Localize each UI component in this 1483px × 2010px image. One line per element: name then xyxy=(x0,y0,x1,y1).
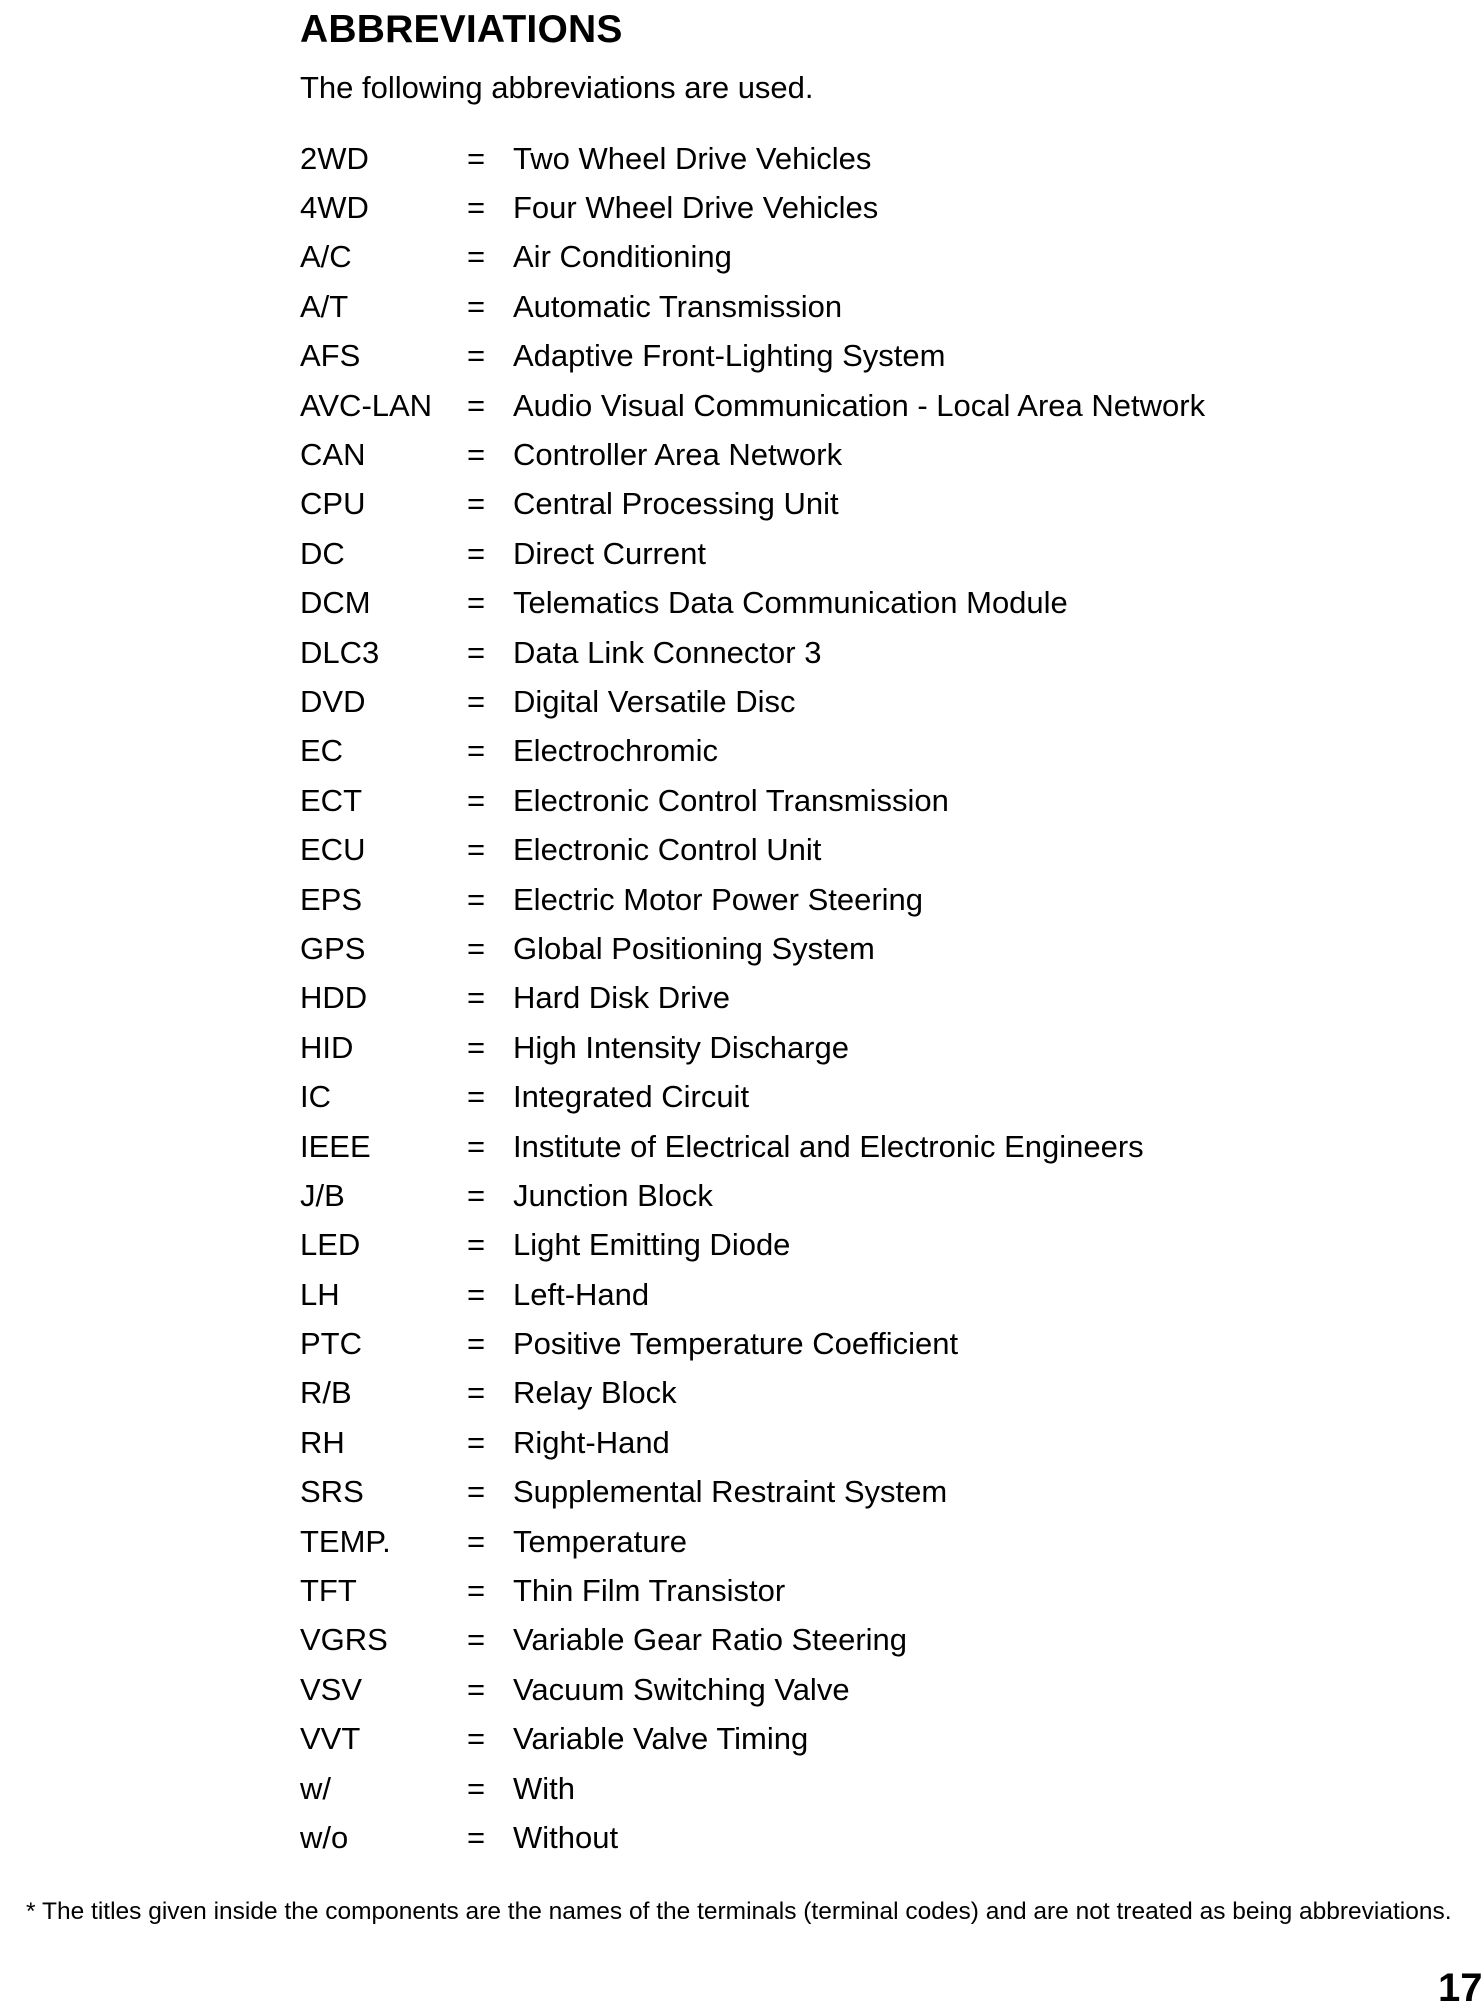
equals-sign: = xyxy=(467,486,486,522)
abbreviation-term: DLC3 xyxy=(300,634,380,670)
equals-sign: = xyxy=(467,881,486,917)
abbreviation-row xyxy=(300,1221,1420,1270)
equals-sign: = xyxy=(467,1128,486,1164)
abbreviation-meaning: Controller Area Network xyxy=(513,437,843,473)
equals-sign: = xyxy=(467,1326,486,1362)
abbreviation-list xyxy=(300,134,1420,1863)
abbreviation-term: J/B xyxy=(300,1177,345,1213)
abbreviation-meaning: Electric Motor Power Steering xyxy=(513,881,924,917)
abbreviation-row xyxy=(300,974,1420,1023)
abbreviation-term: CAN xyxy=(300,437,366,473)
abbreviation-term: TEMP. xyxy=(300,1523,391,1559)
abbreviation-row xyxy=(300,579,1420,628)
abbreviation-term: A/C xyxy=(300,239,352,275)
equals-sign: = xyxy=(467,733,486,769)
equals-sign: = xyxy=(467,437,486,473)
abbreviation-meaning: Four Wheel Drive Vehicles xyxy=(513,190,879,226)
abbreviation-row xyxy=(300,1616,1420,1665)
abbreviation-meaning: Relay Block xyxy=(513,1375,677,1411)
abbreviation-meaning: Hard Disk Drive xyxy=(513,980,731,1016)
abbreviation-row xyxy=(300,875,1420,924)
intro-text: The following abbreviations are used. xyxy=(300,70,814,105)
abbreviation-term: A/T xyxy=(300,288,349,324)
abbreviation-row xyxy=(300,282,1420,331)
abbreviation-term: IC xyxy=(300,1079,331,1115)
equals-sign: = xyxy=(467,1029,486,1065)
abbreviation-term: AVC-LAN xyxy=(300,387,433,423)
abbreviation-term: VVT xyxy=(300,1721,361,1757)
abbreviation-row xyxy=(300,1665,1420,1714)
abbreviation-term: HDD xyxy=(300,980,368,1016)
equals-sign: = xyxy=(467,140,486,176)
equals-sign: = xyxy=(467,832,486,868)
abbreviation-row xyxy=(300,183,1420,232)
abbreviation-term: EPS xyxy=(300,881,363,917)
abbreviation-meaning: Variable Valve Timing xyxy=(513,1721,809,1757)
abbreviation-row xyxy=(300,677,1420,726)
abbreviation-row xyxy=(300,727,1420,776)
abbreviation-meaning: Integrated Circuit xyxy=(513,1079,750,1115)
abbreviation-meaning: Without xyxy=(513,1819,619,1855)
equals-sign: = xyxy=(467,1177,486,1213)
equals-sign: = xyxy=(467,683,486,719)
equals-sign: = xyxy=(467,535,486,571)
abbreviation-meaning: Light Emitting Diode xyxy=(513,1227,791,1263)
abbreviation-row xyxy=(300,1122,1420,1171)
abbreviation-term: R/B xyxy=(300,1375,352,1411)
abbreviation-meaning: With xyxy=(513,1770,575,1806)
abbreviation-meaning: Global Positioning System xyxy=(513,930,875,966)
abbreviation-meaning: Supplemental Restraint System xyxy=(513,1474,948,1510)
abbreviation-row xyxy=(300,1566,1420,1615)
abbreviation-term: LED xyxy=(300,1227,361,1263)
abbreviation-term: 2WD xyxy=(300,140,369,176)
abbreviation-term: IEEE xyxy=(300,1128,371,1164)
abbreviation-term: DVD xyxy=(300,683,366,719)
page-title: ABBREVIATIONS xyxy=(300,8,623,51)
abbreviation-row xyxy=(300,1764,1420,1813)
footnote-asterisk: * xyxy=(26,1898,36,1925)
abbreviation-term: PTC xyxy=(300,1326,362,1362)
abbreviation-meaning: Left-Hand xyxy=(513,1276,650,1312)
abbreviation-meaning: Direct Current xyxy=(513,535,706,571)
abbreviation-row xyxy=(300,1715,1420,1764)
abbreviation-term: VSV xyxy=(300,1671,363,1707)
abbreviation-meaning: Automatic Transmission xyxy=(513,288,843,324)
abbreviation-meaning: High Intensity Discharge xyxy=(513,1029,849,1065)
equals-sign: = xyxy=(467,1474,486,1510)
equals-sign: = xyxy=(467,1276,486,1312)
abbreviation-row xyxy=(300,332,1420,381)
equals-sign: = xyxy=(467,1819,486,1855)
equals-sign: = xyxy=(467,1770,486,1806)
equals-sign: = xyxy=(467,1375,486,1411)
abbreviation-row xyxy=(300,233,1420,282)
abbreviation-term: VGRS xyxy=(300,1622,388,1658)
abbreviation-row xyxy=(300,1418,1420,1467)
abbreviation-term: w/ xyxy=(300,1770,331,1806)
footnote-text: The titles given inside the components are the names of the terminals (terminal codes) and are not treated as being abbreviations. xyxy=(42,1898,1452,1925)
abbreviation-row xyxy=(300,480,1420,529)
abbreviation-row xyxy=(300,1517,1420,1566)
equals-sign: = xyxy=(467,239,486,275)
abbreviation-row xyxy=(300,776,1420,825)
equals-sign: = xyxy=(467,1721,486,1757)
abbreviation-meaning: Electronic Control Transmission xyxy=(513,782,949,818)
abbreviation-term: HID xyxy=(300,1029,354,1065)
abbreviation-meaning: Electrochromic xyxy=(513,733,718,769)
abbreviation-term: SRS xyxy=(300,1474,364,1510)
abbreviation-meaning: Data Link Connector 3 xyxy=(513,634,822,670)
abbreviation-term: DCM xyxy=(300,585,371,621)
equals-sign: = xyxy=(467,1424,486,1460)
equals-sign: = xyxy=(467,1079,486,1115)
abbreviation-row xyxy=(300,924,1420,973)
abbreviation-term: ECU xyxy=(300,832,366,868)
abbreviation-row xyxy=(300,430,1420,479)
equals-sign: = xyxy=(467,1573,486,1609)
abbreviation-term: 4WD xyxy=(300,190,369,226)
abbreviation-meaning: Digital Versatile Disc xyxy=(513,683,796,719)
abbreviation-term: TFT xyxy=(300,1573,357,1609)
abbreviation-meaning: Vacuum Switching Valve xyxy=(513,1671,850,1707)
abbreviation-term: w/o xyxy=(300,1819,349,1855)
abbreviation-row xyxy=(300,134,1420,183)
equals-sign: = xyxy=(467,1227,486,1263)
abbreviation-row xyxy=(300,825,1420,874)
equals-sign: = xyxy=(467,930,486,966)
abbreviation-meaning: Temperature xyxy=(513,1523,688,1559)
abbreviation-meaning: Two Wheel Drive Vehicles xyxy=(513,140,872,176)
equals-sign: = xyxy=(467,288,486,324)
equals-sign: = xyxy=(467,1523,486,1559)
abbreviation-meaning: Positive Temperature Coefficient xyxy=(513,1326,959,1362)
abbreviation-meaning: Junction Block xyxy=(513,1177,713,1213)
equals-sign: = xyxy=(467,782,486,818)
abbreviation-row xyxy=(300,1468,1420,1517)
equals-sign: = xyxy=(467,387,486,423)
abbreviation-meaning: Right-Hand xyxy=(513,1424,670,1460)
abbreviation-row xyxy=(300,628,1420,677)
abbreviation-meaning: Variable Gear Ratio Steering xyxy=(513,1622,908,1658)
equals-sign: = xyxy=(467,1671,486,1707)
equals-sign: = xyxy=(467,338,486,374)
abbreviation-meaning: Thin Film Transistor xyxy=(513,1573,786,1609)
abbreviation-row xyxy=(300,1072,1420,1121)
abbreviation-term: GPS xyxy=(300,930,366,966)
abbreviation-row xyxy=(300,1171,1420,1220)
equals-sign: = xyxy=(467,980,486,1016)
abbreviation-row xyxy=(300,1813,1420,1862)
abbreviation-term: LH xyxy=(300,1276,340,1312)
abbreviation-meaning: Audio Visual Communication - Local Area Network xyxy=(513,387,1206,423)
page-number: 17 xyxy=(1438,1966,1483,2010)
equals-sign: = xyxy=(467,190,486,226)
abbreviation-row xyxy=(300,1369,1420,1418)
abbreviation-meaning: Adaptive Front-Lighting System xyxy=(513,338,946,374)
abbreviation-row xyxy=(300,529,1420,578)
footnote xyxy=(26,1896,1456,1928)
equals-sign: = xyxy=(467,585,486,621)
equals-sign: = xyxy=(467,1622,486,1658)
abbreviation-term: RH xyxy=(300,1424,345,1460)
abbreviation-row xyxy=(300,381,1420,430)
abbreviation-row xyxy=(300,1270,1420,1319)
abbreviation-meaning: Electronic Control Unit xyxy=(513,832,822,868)
abbreviation-term: DC xyxy=(300,535,345,571)
abbreviation-row xyxy=(300,1023,1420,1072)
abbreviation-term: ECT xyxy=(300,782,362,818)
abbreviation-meaning: Air Conditioning xyxy=(513,239,732,275)
abbreviation-meaning: Telematics Data Communication Module xyxy=(513,585,1068,621)
abbreviation-term: EC xyxy=(300,733,344,769)
equals-sign: = xyxy=(467,634,486,670)
abbreviation-meaning: Central Processing Unit xyxy=(513,486,839,522)
abbreviation-term: CPU xyxy=(300,486,366,522)
abbreviation-term: AFS xyxy=(300,338,361,374)
abbreviation-row xyxy=(300,1319,1420,1368)
abbreviation-meaning: Institute of Electrical and Electronic Engineers xyxy=(513,1128,1144,1164)
